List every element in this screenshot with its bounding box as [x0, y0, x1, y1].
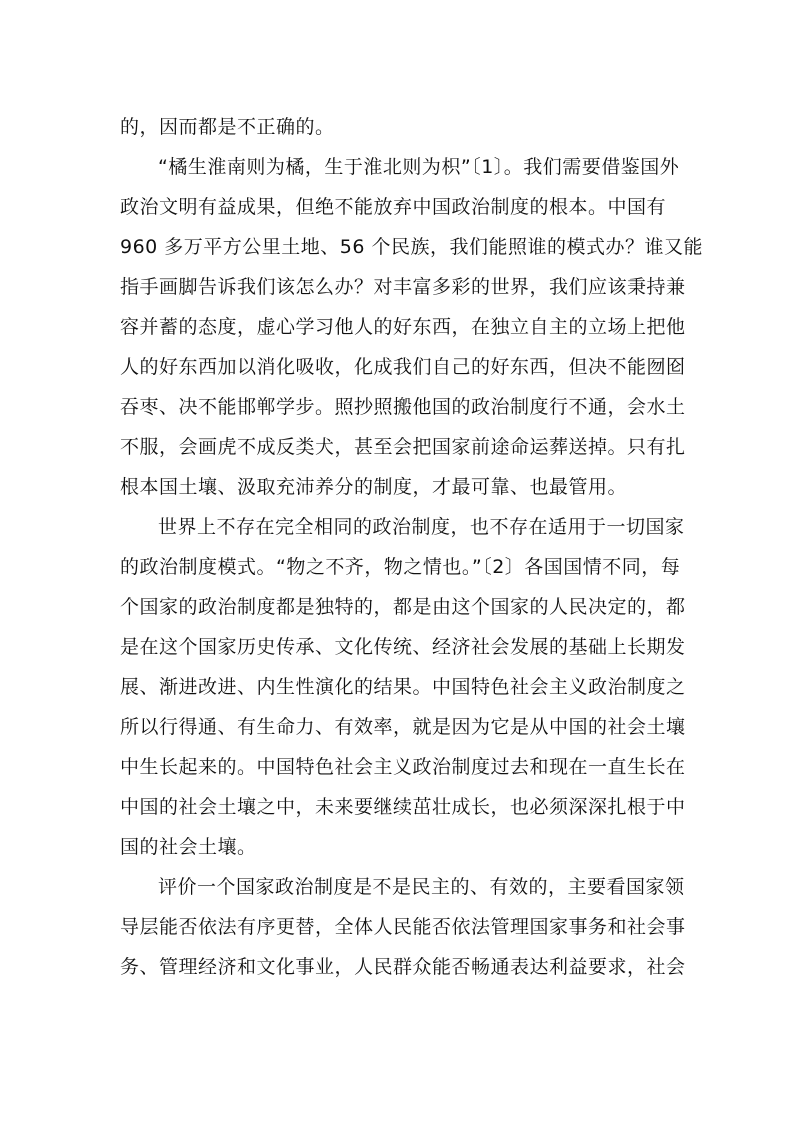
paragraph-3-line-3: 务、管理经济和文化事业，人民群众能否畅通表达利益要求，社会	[120, 956, 686, 978]
paragraph-1-line-3: 960 多万平方公里土地、56 个民族，我们能照谁的模式办？谁又能	[120, 236, 704, 258]
paragraph-1-line-8: 不服，会画虎不成反类犬，甚至会把国家前途命运葬送掉。只有扎	[120, 436, 686, 458]
paragraph-2-line-5: 展、渐进改进、内生性演化的结果。中国特色社会主义政治制度之	[120, 676, 686, 698]
paragraph-1-line-6: 人的好东西加以消化吸收，化成我们自己的好东西，但决不能囫囵	[120, 356, 686, 378]
paragraph-2-line-1: 世界上不存在完全相同的政治制度，也不存在适用于一切国家	[158, 516, 685, 538]
paragraph-2-line-3: 个国家的政治制度都是独特的，都是由这个国家的人民决定的，都	[120, 596, 686, 618]
paragraph-2-line-6: 所以行得通、有生命力、有效率，就是因为它是从中国的社会土壤	[120, 716, 686, 738]
paragraph-2-line-9: 国的社会土壤。	[120, 836, 257, 858]
paragraph-3-line-2: 导层能否依法有序更替，全体人民能否依法管理国家事务和社会事	[120, 916, 686, 938]
paragraph-1-line-2: 政治文明有益成果，但绝不能放弃中国政治制度的根本。中国有	[120, 196, 667, 218]
paragraph-1-line-1: “橘生淮南则为橘，生于淮北则为枳”〔1〕。我们需要借鉴国外	[158, 156, 680, 178]
paragraph-1-line-4: 指手画脚告诉我们该怎么办？对丰富多彩的世界，我们应该秉持兼	[120, 276, 686, 298]
paragraph-1-line-7: 吞枣、决不能邯郸学步。照抄照搬他国的政治制度行不通，会水土	[120, 396, 686, 418]
paragraph-1-line-9: 根本国土壤、汲取充沛养分的制度，才最可靠、也最管用。	[120, 476, 628, 498]
paragraph-2-line-8: 中国的社会土壤之中，未来要继续茁壮成长，也必须深深扎根于中	[120, 796, 686, 818]
text-line-1: 的，因而都是不正确的。	[120, 116, 335, 138]
paragraph-3-line-1: 评价一个国家政治制度是不是民主的、有效的，主要看国家领	[158, 876, 685, 898]
paragraph-1-line-5: 容并蓄的态度，虚心学习他人的好东西，在独立自主的立场上把他	[120, 316, 686, 338]
paragraph-2-line-7: 中生长起来的。中国特色社会主义政治制度过去和现在一直生长在	[120, 756, 686, 778]
paragraph-2-line-4: 是在这个国家历史传承、文化传统、经济社会发展的基础上长期发	[120, 636, 686, 658]
paragraph-2-line-2: 的政治制度模式。“物之不齐，物之情也。”〔2〕各国国情不同，每	[120, 556, 681, 578]
